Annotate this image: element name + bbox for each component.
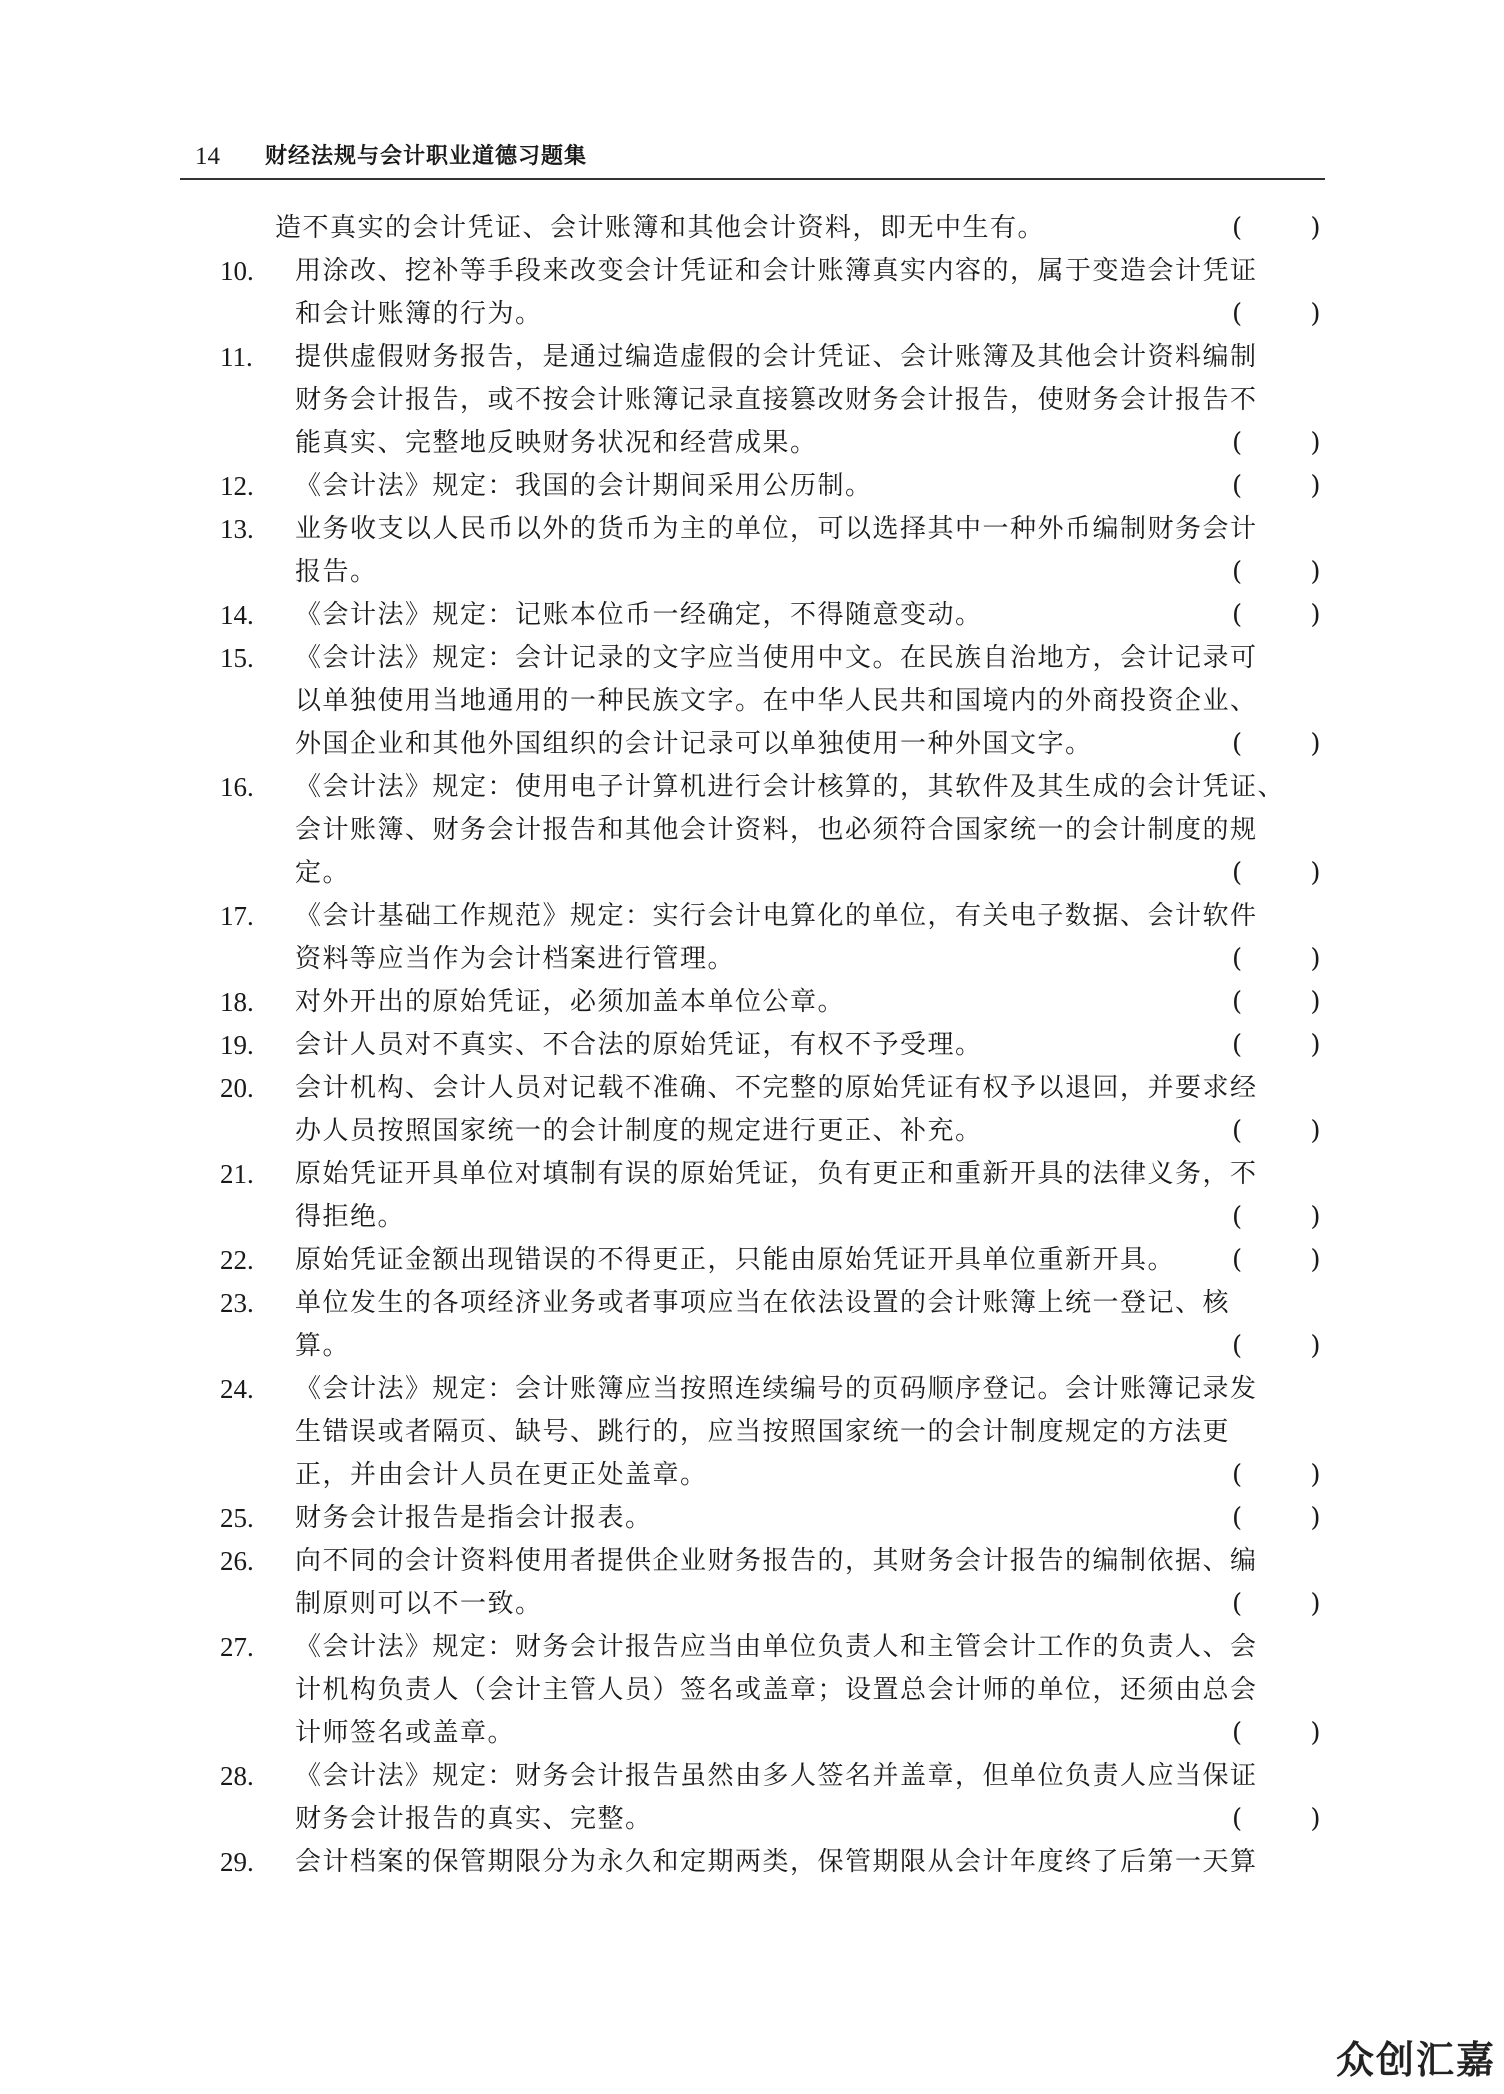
answer-bracket[interactable] [1232,207,1322,250]
bracket-open: ( [1232,299,1244,329]
question-text: 《会计法》规定：我国的会计期间采用公历制。 [295,471,873,501]
bracket-close: ) [1310,1503,1322,1533]
question-text: 外国企业和其他外国组织的会计记录可以单独使用一种外国文字。 [295,729,1093,759]
question-text-line [295,1540,1330,1583]
question-text: 资料等应当作为会计档案进行管理。 [295,944,736,974]
answer-bracket[interactable] [1232,1583,1322,1626]
question-text-line [295,465,1330,508]
question-number: 10. [220,256,254,286]
question-text-line [295,422,1330,465]
bracket-close: ) [1310,858,1322,888]
question-text-line [295,1368,1330,1411]
bracket-open: ( [1232,213,1244,243]
question-item [180,1540,1330,1626]
question-item [180,1841,1330,1884]
answer-bracket[interactable] [1232,465,1322,508]
question-text-line [295,1583,1330,1626]
question-number: 18. [220,987,254,1017]
question-text: 得拒绝。 [295,1202,406,1232]
question-text-line [295,680,1330,723]
bracket-open: ( [1232,600,1244,630]
question-number: 15. [220,643,254,673]
answer-bracket[interactable] [1232,852,1322,895]
question-item [180,250,1330,336]
header-rule [180,178,1325,180]
question-number: 11. [220,342,253,372]
bracket-close: ) [1310,1331,1322,1361]
answer-bracket[interactable] [1232,1497,1322,1540]
question-item [180,207,1330,250]
question-text-line [295,895,1330,938]
bracket-close: ) [1310,1589,1322,1619]
bracket-close: ) [1310,1718,1322,1748]
question-item [180,895,1330,981]
answer-bracket[interactable] [1232,1325,1322,1368]
question-text: 对外开出的原始凭证，必须加盖本单位公章。 [295,987,846,1017]
bracket-open: ( [1232,1460,1244,1490]
question-text: 办人员按照国家统一的会计制度的规定进行更正、补充。 [295,1116,983,1146]
bracket-close: ) [1310,600,1322,630]
question-text: 单位发生的各项经济业务或者事项应当在依法设置的会计账簿上统一登记、核 [295,1288,1231,1318]
question-text-line [295,1024,1330,1067]
question-text: 业务收支以人民币以外的货币为主的单位，可以选择其中一种外币编制财务会计 [295,514,1258,544]
question-text-line [295,1755,1330,1798]
question-text: 原始凭证金额出现错误的不得更正，只能由原始凭证开具单位重新开具。 [295,1245,1176,1275]
question-text: 报告。 [295,557,378,587]
answer-bracket[interactable] [1232,981,1322,1024]
question-text-line [275,207,1330,250]
watermark: 众创汇嘉 [1335,2038,1496,2082]
question-text-line [295,594,1330,637]
question-item [180,1626,1330,1755]
bracket-open: ( [1232,1503,1244,1533]
question-text-line [295,1196,1330,1239]
question-number: 28. [220,1761,254,1791]
question-text: 《会计法》规定：会计账簿应当按照连续编号的页码顺序登记。会计账簿记录发 [295,1374,1258,1404]
question-item [180,1239,1330,1282]
bracket-open: ( [1232,1116,1244,1146]
question-item [180,1153,1330,1239]
question-text: 算。 [295,1331,351,1361]
bracket-open: ( [1232,1245,1244,1275]
question-item [180,1024,1330,1067]
bracket-close: ) [1310,1202,1322,1232]
question-text-line [295,250,1330,293]
bracket-close: ) [1310,1804,1322,1834]
question-item [180,1755,1330,1841]
question-number: 23. [220,1288,254,1318]
question-number: 20. [220,1073,254,1103]
bracket-open: ( [1232,1589,1244,1619]
bracket-close: ) [1310,1460,1322,1490]
question-text-line [295,766,1330,809]
question-text-line [295,293,1330,336]
bracket-open: ( [1232,1804,1244,1834]
question-item [180,336,1330,465]
question-text: 《会计法》规定：记账本位币一经确定，不得随意变动。 [295,600,983,630]
question-text: 财务会计报告，或不按会计账簿记录直接篡改财务会计报告，使财务会计报告不 [295,385,1258,415]
question-text-line [295,852,1330,895]
question-number: 17. [220,901,254,931]
question-item [180,766,1330,895]
answer-bracket[interactable] [1232,1196,1322,1239]
question-text: 会计档案的保管期限分为永久和定期两类，保管期限从会计年度终了后第一天算 [295,1847,1258,1877]
answer-bracket[interactable] [1232,1798,1322,1841]
bracket-open: ( [1232,1202,1244,1232]
question-text-line [295,379,1330,422]
question-number: 12. [220,471,254,501]
bracket-open: ( [1232,858,1244,888]
question-list [180,207,1330,1884]
bracket-open: ( [1232,1030,1244,1060]
question-text: 《会计法》规定：会计记录的文字应当使用中文。在民族自治地方，会计记录可 [295,643,1258,673]
question-number: 27. [220,1632,254,1662]
bracket-close: ) [1310,428,1322,458]
bracket-close: ) [1310,729,1322,759]
question-text: 《会计法》规定：使用电子计算机进行会计核算的，其软件及其生成的会计凭证、 [295,772,1286,802]
question-text-line [295,1497,1330,1540]
question-text-line [295,1454,1330,1497]
question-number: 14. [220,600,254,630]
question-number: 29. [220,1847,254,1877]
question-text: 和会计账簿的行为。 [295,299,543,329]
question-text: 《会计法》规定：财务会计报告应当由单位负责人和主管会计工作的负责人、会 [295,1632,1258,1662]
bracket-close: ) [1310,1116,1322,1146]
bracket-close: ) [1310,299,1322,329]
question-number: 24. [220,1374,254,1404]
question-text: 财务会计报告是指会计报表。 [295,1503,653,1533]
question-text: 造不真实的会计凭证、会计账簿和其他会计资料，即无中生有。 [275,213,1046,243]
question-text: 《会计法》规定：财务会计报告虽然由多人签名并盖章，但单位负责人应当保证 [295,1761,1258,1791]
question-text: 提供虚假财务报告，是通过编造虚假的会计凭证、会计账簿及其他会计资料编制 [295,342,1258,372]
question-text: 以单独使用当地通用的一种民族文字。在中华人民共和国境内的外商投资企业、 [295,686,1258,716]
bracket-open: ( [1232,944,1244,974]
question-text: 会计机构、会计人员对记载不准确、不完整的原始凭证有权予以退回，并要求经 [295,1073,1258,1103]
answer-bracket[interactable] [1232,938,1322,981]
bracket-open: ( [1232,987,1244,1017]
question-text-line [295,1239,1330,1282]
question-text: 用涂改、挖补等手段来改变会计凭证和会计账簿真实内容的，属于变造会计凭证 [295,256,1258,286]
question-item [180,508,1330,594]
question-text-line [295,981,1330,1024]
question-number: 13. [220,514,254,544]
question-text-line [295,508,1330,551]
answer-bracket[interactable] [1232,723,1322,766]
question-text-line [295,1712,1330,1755]
question-text-line [295,809,1330,852]
question-text: 制原则可以不一致。 [295,1589,543,1619]
question-text-line [295,1626,1330,1669]
answer-bracket[interactable] [1232,1110,1322,1153]
question-text-line [295,336,1330,379]
question-text: 原始凭证开具单位对填制有误的原始凭证，负有更正和重新开具的法律义务，不 [295,1159,1258,1189]
question-text: 《会计基础工作规范》规定：实行会计电算化的单位，有关电子数据、会计软件 [295,901,1258,931]
bracket-open: ( [1232,428,1244,458]
bracket-open: ( [1232,729,1244,759]
question-text: 向不同的会计资料使用者提供企业财务报告的，其财务会计报告的编制依据、编 [295,1546,1258,1576]
running-head [195,140,1325,180]
question-text-line [295,723,1330,766]
question-text: 生错误或者隔页、缺号、跳行的，应当按照国家统一的会计制度规定的方法更 [295,1417,1231,1447]
bracket-open: ( [1232,557,1244,587]
question-number: 21. [220,1159,254,1189]
bracket-close: ) [1310,944,1322,974]
bracket-open: ( [1232,471,1244,501]
question-text-line [295,1153,1330,1196]
answer-bracket[interactable] [1232,293,1322,336]
bracket-close: ) [1310,213,1322,243]
question-item [180,1282,1330,1368]
bracket-close: ) [1310,557,1322,587]
question-item [180,637,1330,766]
question-text-line [295,1411,1330,1454]
question-text-line [295,551,1330,594]
answer-bracket[interactable] [1232,551,1322,594]
question-number: 22. [220,1245,254,1275]
question-number: 16. [220,772,254,802]
question-text-line [295,637,1330,680]
question-text: 计师签名或盖章。 [295,1718,516,1748]
answer-bracket[interactable] [1232,1454,1322,1497]
question-item [180,594,1330,637]
question-text: 计机构负责人（会计主管人员）签名或盖章；设置总会计师的单位，还须由总会 [295,1675,1258,1705]
bracket-close: ) [1310,987,1322,1017]
question-text: 财务会计报告的真实、完整。 [295,1804,653,1834]
question-text-line [295,1110,1330,1153]
answer-bracket[interactable] [1232,594,1322,637]
question-text-line [295,1841,1330,1884]
question-text: 定。 [295,858,351,888]
page-number: 14 [195,143,220,170]
question-item [180,1067,1330,1153]
question-text-line [295,1798,1330,1841]
answer-bracket[interactable] [1232,422,1322,465]
question-item [180,1368,1330,1497]
question-text-line [295,1067,1330,1110]
bracket-open: ( [1232,1331,1244,1361]
question-text: 会计账簿、财务会计报告和其他会计资料，也必须符合国家统一的会计制度的规 [295,815,1258,845]
question-text-line [295,1325,1330,1368]
question-number: 19. [220,1030,254,1060]
bracket-open: ( [1232,1718,1244,1748]
answer-bracket[interactable] [1232,1024,1322,1067]
question-text-line [295,1282,1330,1325]
question-item [180,1497,1330,1540]
question-text: 能真实、完整地反映财务状况和经营成果。 [295,428,818,458]
question-text: 正，并由会计人员在更正处盖章。 [295,1460,708,1490]
question-text-line [295,1669,1330,1712]
question-number: 25. [220,1503,254,1533]
bracket-close: ) [1310,1030,1322,1060]
bracket-close: ) [1310,1245,1322,1275]
question-item [180,981,1330,1024]
question-number: 26. [220,1546,254,1576]
question-text: 会计人员对不真实、不合法的原始凭证，有权不予受理。 [295,1030,983,1060]
question-text-line [295,938,1330,981]
book-title: 财经法规与会计职业道德习题集 [265,144,588,169]
answer-bracket[interactable] [1232,1712,1322,1755]
bracket-close: ) [1310,471,1322,501]
answer-bracket[interactable] [1232,1239,1322,1282]
question-item [180,465,1330,508]
